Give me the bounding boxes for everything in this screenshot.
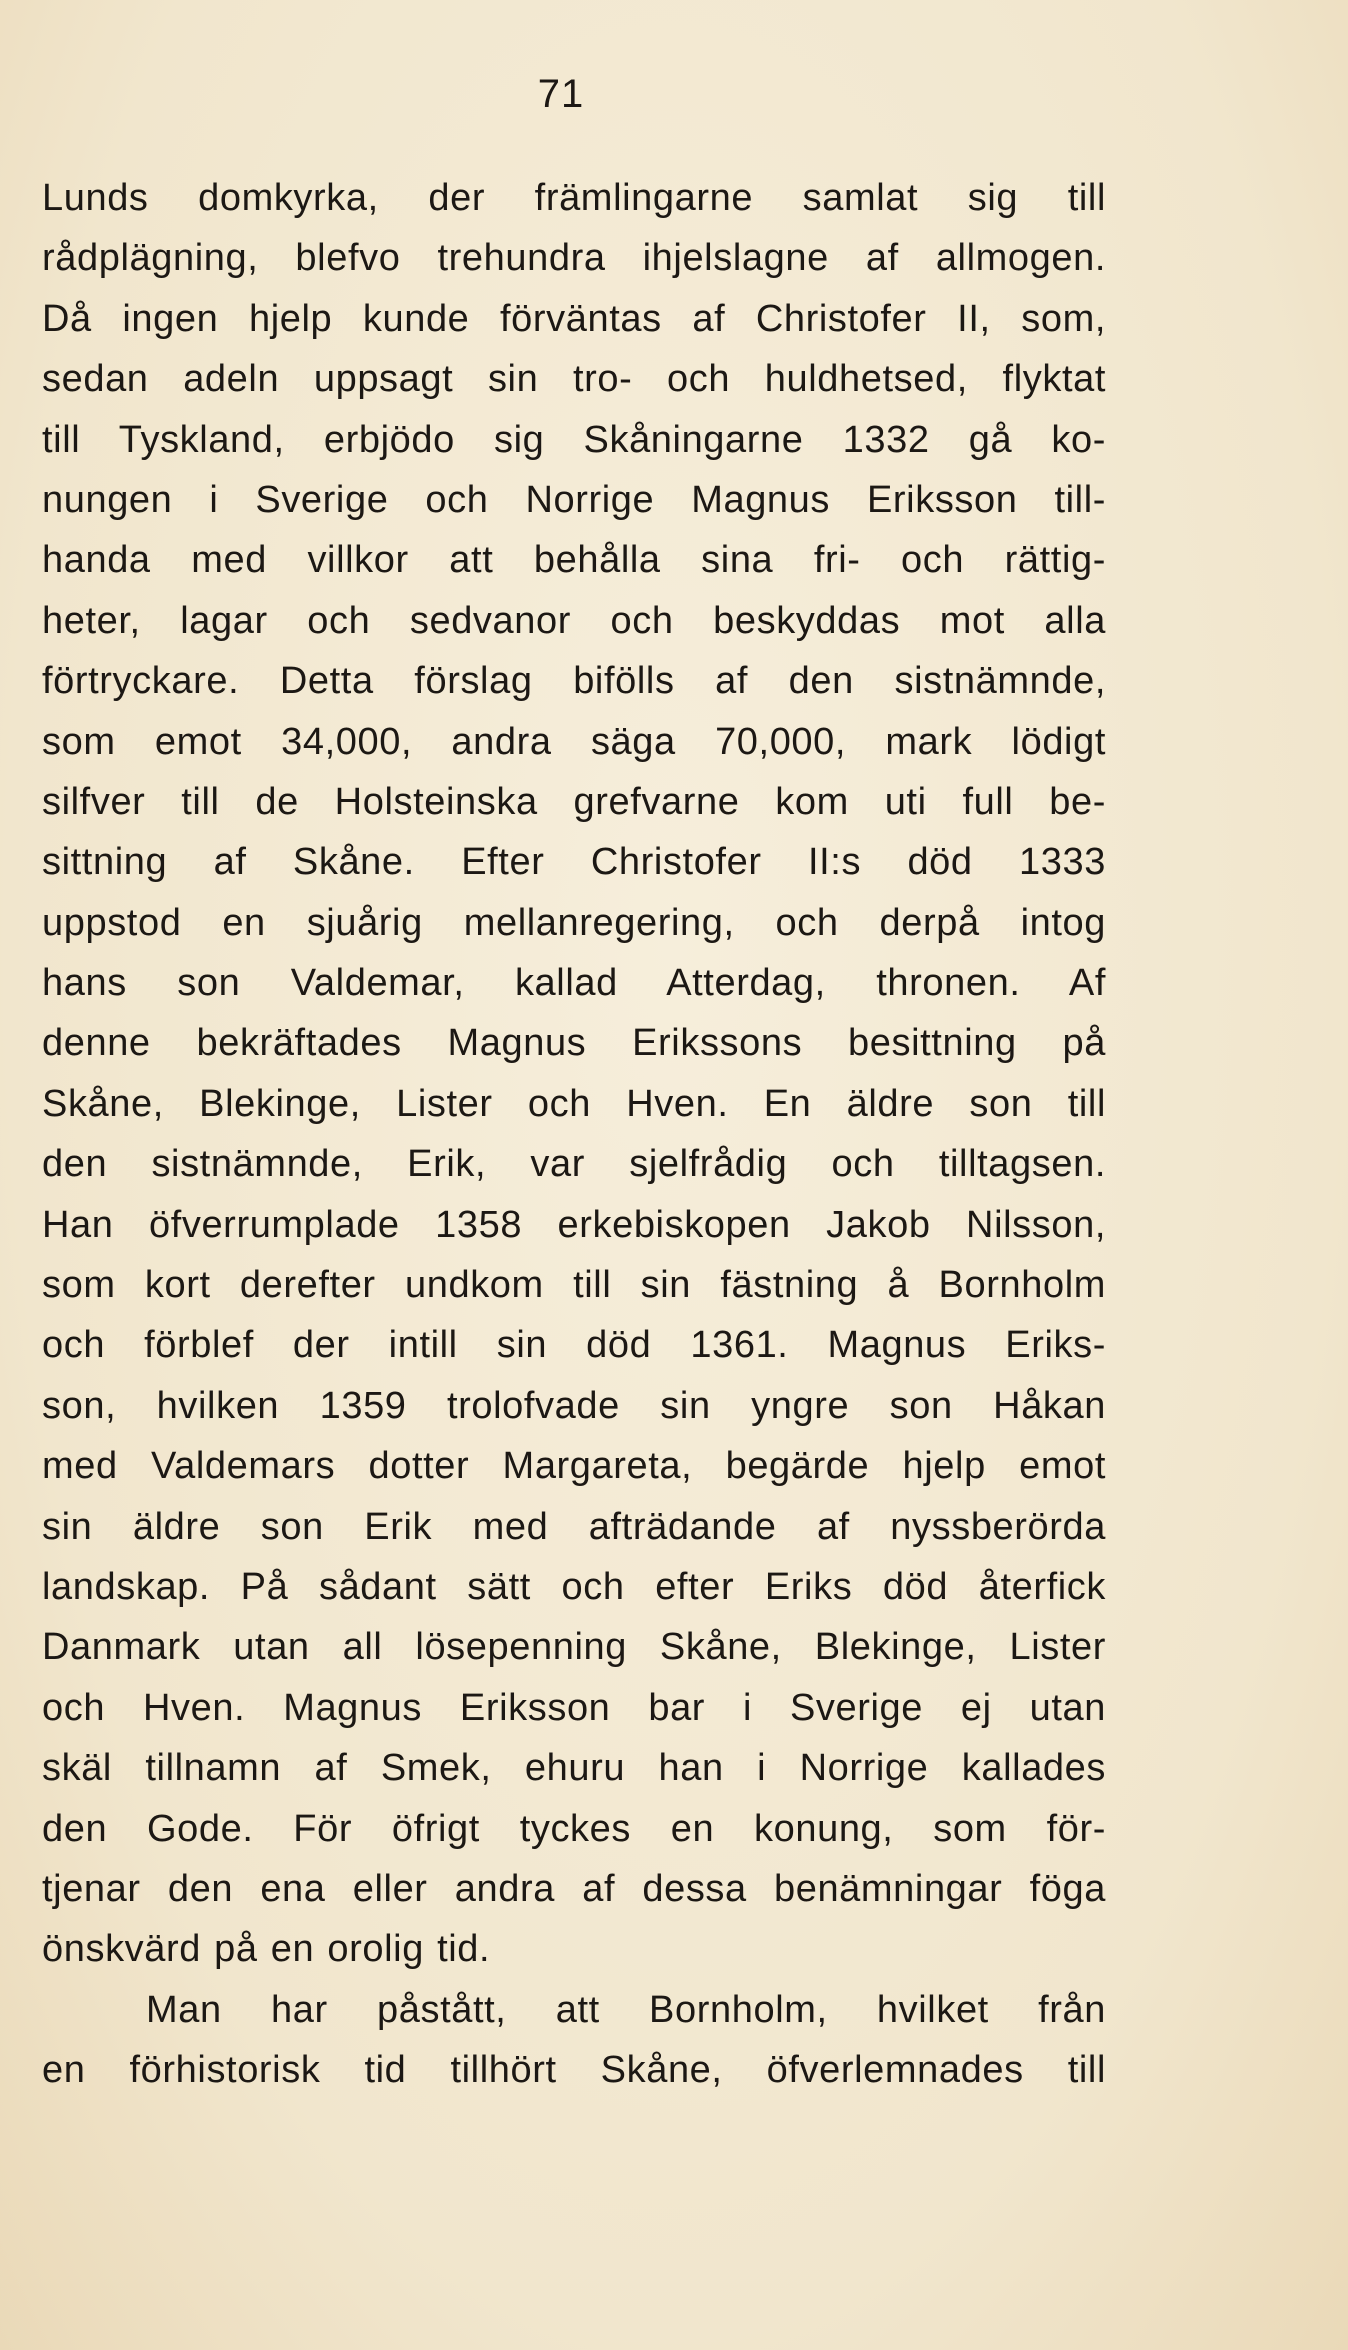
text-line: denne bekräftades Magnus Erikssons besittning på bbox=[42, 1022, 1106, 1065]
text-line: skäl tillnamn af Smek, ehuru han i Norrige kallades bbox=[42, 1747, 1106, 1790]
text-line: tjenar den ena eller andra af dessa benämningar föga bbox=[42, 1867, 1106, 1910]
text-line: och förblef der intill sin död 1361. Magnus Eriks- bbox=[42, 1324, 1106, 1367]
text-line: son, hvilken 1359 trolofvade sin yngre son Håkan bbox=[42, 1384, 1106, 1427]
text-line: sedan adeln uppsagt sin tro- och huldhetsed, flyktat bbox=[42, 358, 1106, 401]
text-line: till Tyskland, erbjödo sig Skåningarne 1332 gå ko- bbox=[42, 418, 1106, 461]
body-text bbox=[42, 168, 1106, 2101]
text-line: Danmark utan all lösepenning Skåne, Blekinge, Lister bbox=[42, 1626, 1106, 1669]
text-line: Han öfverrumplade 1358 erkebiskopen Jakob Nilsson, bbox=[42, 1203, 1106, 1246]
text-line: sin äldre son Erik med afträdande af nyssberörda bbox=[42, 1505, 1106, 1548]
text-line: hans son Valdemar, kallad Atterdag, thronen. Af bbox=[42, 962, 1106, 1005]
text-line: förtryckare. Detta förslag bifölls af den sistnämnde, bbox=[42, 660, 1106, 703]
text-line: med Valdemars dotter Margareta, begärde hjelp emot bbox=[42, 1445, 1106, 1488]
text-line: heter, lagar och sedvanor och beskyddas mot alla bbox=[42, 599, 1106, 642]
text-line: sittning af Skåne. Efter Christofer II:s död 1333 bbox=[42, 841, 1106, 884]
text-line: uppstod en sjuårig mellanregering, och derpå intog bbox=[42, 901, 1106, 944]
text-line: Skåne, Blekinge, Lister och Hven. En äldre son till bbox=[42, 1082, 1106, 1125]
text-line: och Hven. Magnus Eriksson bar i Sverige ej utan bbox=[42, 1686, 1106, 1729]
text-line: den Gode. För öfrigt tyckes en konung, som för- bbox=[42, 1807, 1106, 1850]
text-line: silfver till de Holsteinska grefvarne kom uti full be- bbox=[42, 780, 1106, 823]
text-line: den sistnämnde, Erik, var sjelfrådig och tilltagsen. bbox=[42, 1143, 1106, 1186]
page-number: 71 bbox=[537, 72, 585, 116]
paragraph-start-line: Man har påstått, att Bornholm, hvilket från bbox=[146, 1988, 1106, 2031]
text-line: som emot 34,000, andra säga 70,000, mark lödigt bbox=[42, 720, 1106, 763]
text-line: rådplägning, blefvo trehundra ihjelslagne af allmogen. bbox=[42, 237, 1106, 280]
text-line: landskap. På sådant sätt och efter Eriks död återfick bbox=[42, 1565, 1106, 1608]
text-line: nungen i Sverige och Norrige Magnus Eriksson till- bbox=[42, 478, 1106, 521]
text-line: en förhistorisk tid tillhört Skåne, öfverlemnades till bbox=[42, 2049, 1106, 2092]
text-line: som kort derefter undkom till sin fästning å Bornholm bbox=[42, 1264, 1106, 1307]
text-line: Då ingen hjelp kunde förväntas af Christofer II, som, bbox=[42, 297, 1106, 340]
text-line: Lunds domkyrka, der främlingarne samlat sig till bbox=[42, 177, 1106, 219]
text-line: handa med villkor att behålla sina fri- och rättig- bbox=[42, 539, 1106, 582]
paragraph-end-line: önskvärd på en orolig tid. bbox=[42, 1928, 491, 1971]
